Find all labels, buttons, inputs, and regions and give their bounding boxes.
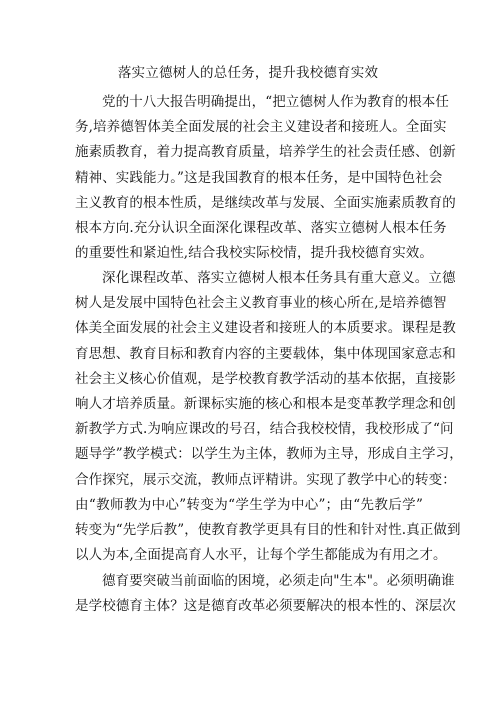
- text-line: 响人才培养质量。新课标实施的核心和根本是变革教学理念和创: [75, 395, 456, 412]
- text-line: 新教学方式.为响应课改的号召，结合我校校情，我校形成了“问: [75, 421, 454, 438]
- paragraph-1: [75, 90, 456, 266]
- document-title: 落实立德树人的总任务，提升我校德育实效: [117, 65, 379, 81]
- text-line: 转变为“先学后教”，使教育教学更具有目的性和针对性.真正做到: [75, 521, 461, 538]
- text-line: 根本方向.充分认识全面深化课程改革、落实立德树人根本任务: [75, 219, 447, 236]
- text-line: 德育要突破当前面临的困境，必须走向"生本"。必须明确谁: [102, 573, 455, 589]
- text-line: 主义教育的根本性质，是继续改革与发展、全面实施素质教育的: [75, 194, 456, 211]
- text-line: 施素质教育，着力提高教育质量，培养学生的社会责任感、创新: [75, 144, 456, 161]
- paragraph-2: [75, 266, 463, 568]
- text-line: 深化课程改革、落实立德树人根本任务具有重大意义。立德: [102, 270, 456, 286]
- text-line: 由“教师教为中心”转变为“学生学为中心”；由“先教后学”: [75, 496, 423, 513]
- text-line: 社会主义核心价值观，是学校教育教学活动的基本依据，直接影: [75, 370, 456, 387]
- text-line: 树人是发展中国特色社会主义教育事业的核心所在,是培养德智: [75, 295, 447, 312]
- text-line: 育思想、教育目标和教育内容的主要载体，集中体现国家意志和: [75, 345, 456, 362]
- text-line: 党的十八大报告明确提出，“把立德树人作为教育的根本任: [102, 94, 450, 110]
- text-line: 的重要性和紧迫性,结合我校实际校情，提升我校德育实效。: [75, 245, 433, 262]
- text-line: 合作探究，展示交流，教师点评精讲。实现了教学中心的转变：: [75, 471, 456, 488]
- text-line: 以人为本,全面提高育人水平，让每个学生都能成为有用之才。: [75, 547, 447, 564]
- text-line: 务,培养德智体美全面发展的社会主义建设者和接班人。全面实: [75, 119, 447, 136]
- text-line: 是学校德育主体？这是德育改革必须要解决的根本性的、深层次: [75, 598, 456, 615]
- text-line: 体美全面发展的社会主义建设者和接班人的本质要求。课程是教: [75, 320, 456, 337]
- text-line: 题导学”教学模式：以学生为主体，教师为主导，形成自主学习，: [75, 446, 463, 463]
- paragraph-3: [75, 569, 456, 619]
- text-line: 精神、实践能力。”这是我国教育的根本任务，是中国特色社会: [75, 169, 443, 186]
